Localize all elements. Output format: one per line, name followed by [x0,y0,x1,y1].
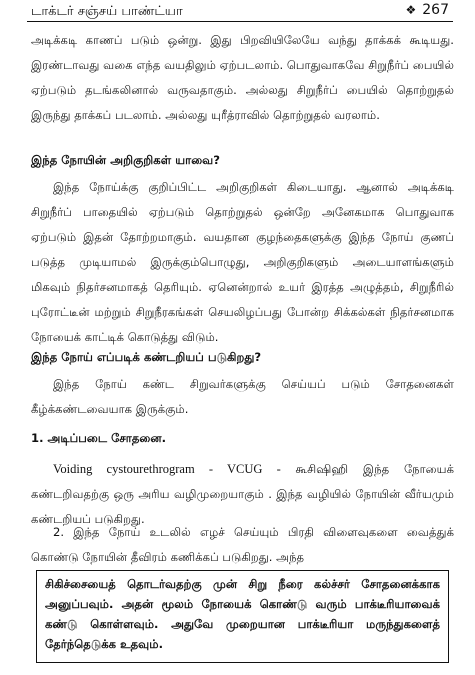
subheading-basic-test: 1. அடிப்படை சோதனை. [31,431,166,445]
section-heading-diagnosis: இந்த நோய் எப்படிக் கண்டறியப் படுகிறது? [31,350,262,364]
paragraph-diagnosis-intro: இந்த நோய் கண்ட சிறுவர்களுக்கு செய்யப் படும் சோதனைகள் கீழ்க்கண்டவையாக இருக்கும். [31,377,454,416]
vcug-term: Voiding cystourethrogram - VCUG - [53,462,281,476]
header-author: டாக்டர் சஞ்சய் பாண்ட்யா [31,4,183,19]
paragraph-symptoms: இந்த நோய்க்கு குறிப்பிட்ட அறிகுறிகள் கிடையாது. ஆனால் அடிக்கடி சிறுநீர்ப் பாதையில் ஏற்படும் தொற்றுதல் ஒன்றே அனேகமாக பொதுவாக ஏற்படும் இதன் தோற்றமாகும். வயதான குழந்தைகளுக்கு இந்த நோய் குணப் படுத்த முடியாமல் இருக்கும்பொழுது, அறிகுறிகளும் அடையாளங்களும் மிகவும் நிதர்சனமாகத் தெரியும். ஏனென்றால் உயர் இரத்த அழுத்தம், சிறுநீரில் புரோட்டீன் மற்றும் சிறுநீரகங்கள் செயலிழப்பது போன்ற சிக்கல்கள் நிதர்சனமாக நோயைக் காட்டிக் கொடுத்து விடும். [31,180,454,344]
running-header [27,2,453,22]
highlight-box: சிகிச்சையைத் தொடர்வதற்கு முன் சிறு நீரை கல்ச்சர் சோதனைக்காக அனுப்பவும். அதன் மூலம் நோயைக் கொண்டு வரும் பாக்டீரியாவைக் கண்டு கொள்ளவும். அதுவே முறையான பாக்டீரியா மருந்துகளைத் தேர்ந்தெடுக்க உதவும். [36,570,449,663]
paragraph-continued: அடிக்கடி காணப் படும் ஒன்று. இது பிறவியிலேயே வந்து தாக்கக் கூடியது. இரண்டாவது வகை எந்த வயதிலும் ஏற்படலாம். பொதுவாகவே சிறுநீர்ப் பையில் ஏற்படும் தடங்கலினால் வருவதாகும். அல்லது சிறுநீர்ப் பையில் தொற்றுதல் இருந்து தாக்கப் படலாம். அல்லது யுரீத்ராவில் தொற்றுதல் வரலாம். [31,33,454,122]
section-heading-symptoms: இந்த நோயின் அறிகுறிகள் யாவை? [31,153,220,167]
paragraph-complications: 2. இந்த நோய் உடலில் எழச் செய்யும் பிரதி விளைவுகளை வைத்துக் கொண்டு நோயின் தீவிரம் கணிக்கப் படுகிறது. அந்த [31,525,454,564]
header-rule [27,21,453,22]
vcug-description: கூசிஷிஹி இந்த நோயைக் கண்டறிவதற்கு ஒரு அரிய வழிமுறையாகும் . இந்த வழியில் நோயின் வீர்யமும் கண்டறியப் படுகிறது. [31,462,454,526]
diamond-ornament-icon: ❖ [405,3,417,17]
page-number: 267 [422,2,449,18]
header-page-number-group [406,2,450,18]
